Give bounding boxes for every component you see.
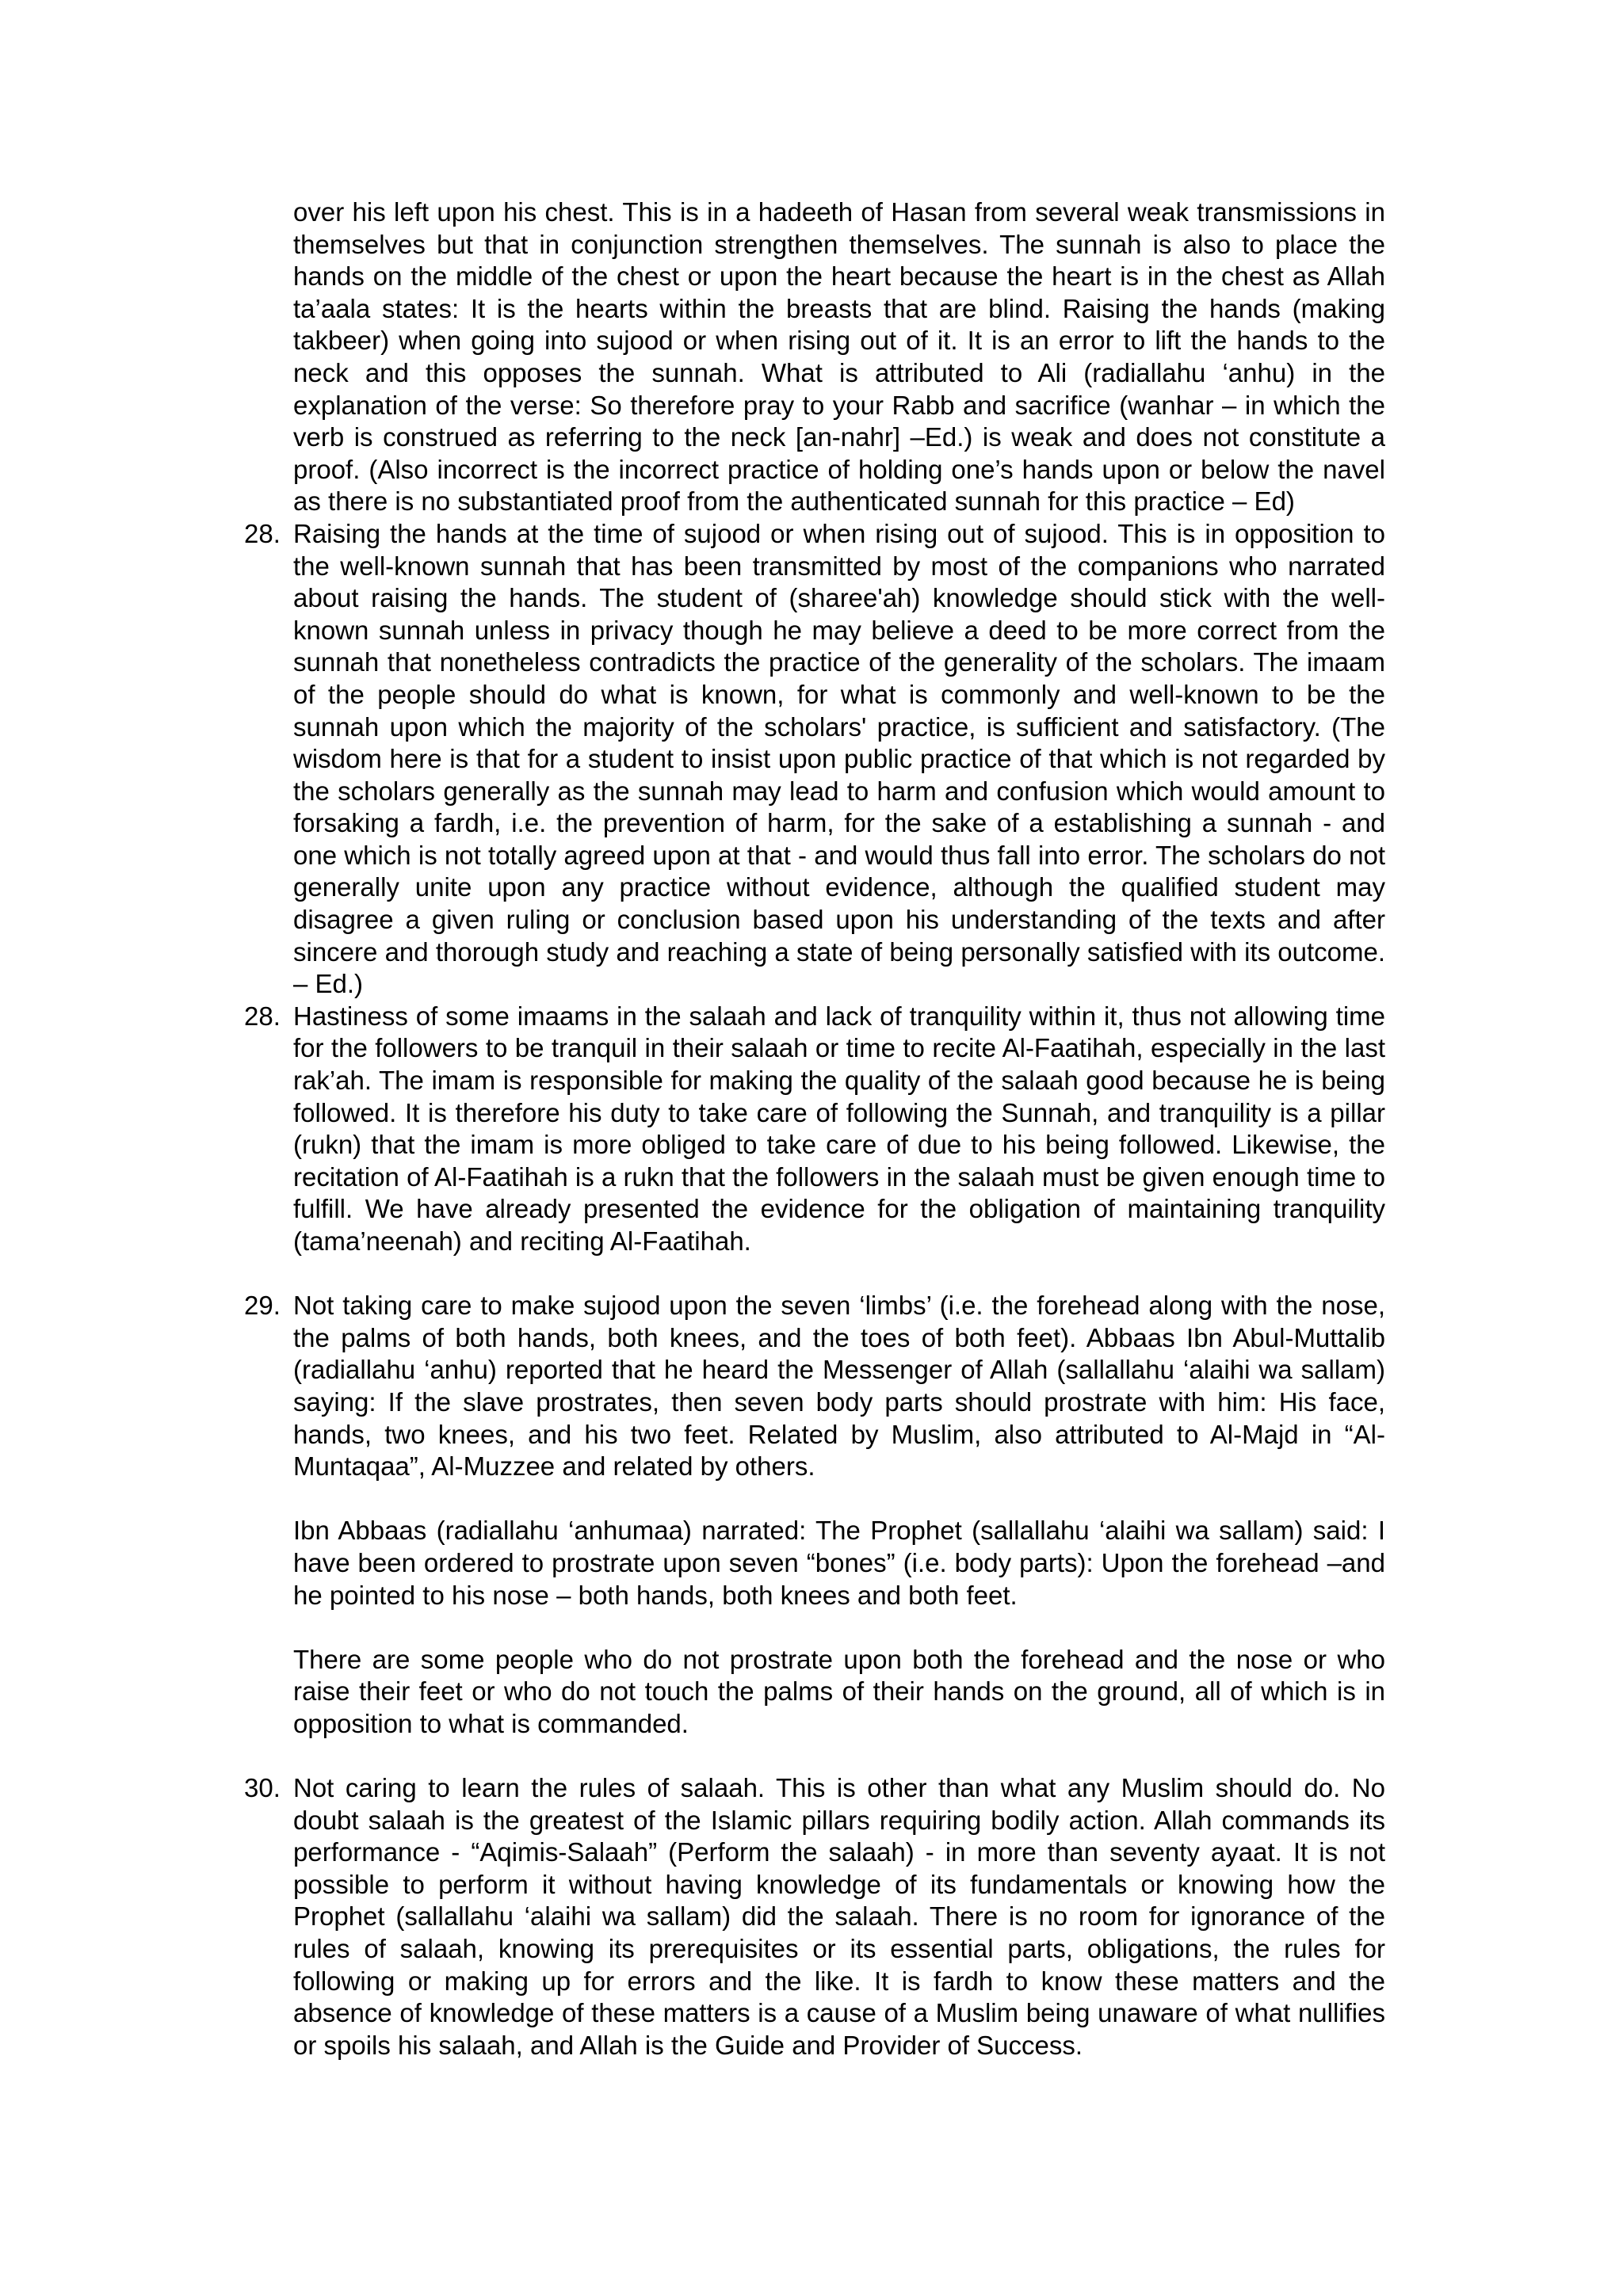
list-item-text: Raising the hands at the time of sujood or when rising out of sujood. This is in opposition to the well-known sunnah that has been transmitted by most of the companions who narrated about raising the hands. The student of (sharee'ah) knowledge should stick with the well-known sunnah unless in privacy though he may believe a deed to be more correct from the sunnah that nonetheless contradicts the practice of the generality of the scholars. The imaam of the people should do what is known, for what is commonly and well-known to be the sunnah upon which the majority of the scholars' practice, is sufficient and satisfactory. (The wisdom here is that for a student to insist upon public practice of that which is not regarded by the scholars generally as the sunnah may lead to harm and confusion which would amount to forsaking a fardh, i.e. the prevention of harm, for the sake of a establishing a sunnah - and one which is not totally agreed upon at that - and would thus fall into error. The scholars do not generally unite upon any practice without evidence, although the qualified student may disagree a given ruling or conclusion based upon his understanding of the texts and after sincere and thorough study and reaching a state of being personally satisfied with its outcome. – Ed.) [293,518,1385,999]
list-item-text: Not taking care to make sujood upon the seven ‘limbs’ (i.e. the forehead along with the nose, the palms of both hands, both knees, and the toes of both feet). Abbaas Ibn Abul-Muttalib (radiallahu ‘anhu) reported that he heard the Messenger of Allah (sallallahu ‘alaihi wa sallam) saying: If the slave prostrates, then seven body parts should prostrate with him: His face, hands, two knees, and his two feet. Related by Muslim, also attributed to Al-Majd in “Al-Muntaqaa”, Al-Muzzee and related by others. [293,1291,1385,1482]
intro-paragraph: over his left upon his chest. This is in a hadeeth of Hasan from several weak transmissions in themselves but that in conjunction strengthen themselves. The sunnah is also to place the hands on the middle of the chest or upon the heart because the heart is in the chest as Allah ta’aala states: It is the hearts within the breasts that are blind. Raising the hands (making takbeer) when going into sujood or when rising out of it. It is an error to lift the hands to the neck and this opposes the sunnah. What is attributed to Ali (radiallahu ‘anhu) in the explanation of the verse: So therefore pray to your Rabb and sacrifice (wanhar – in which the verb is construed as referring to the neck [an-nahr] –Ed.) is weak and does not constitute a proof. (Also incorrect is the incorrect practice of holding one’s hands upon or below the navel as there is no substantiated proof from the authenticated sunnah for this practice – Ed) [293,197,1385,517]
list-item-text: Ibn Abbaas (radiallahu ‘anhumaa) narrated: The Prophet (sallallahu ‘alaihi wa sallam) said: I have been ordered to prostrate upon seven “bones” (i.e. body parts): Upon the forehead –and he pointed to his nose – both hands, both knees and both feet. [293,1516,1385,1610]
list-item-text: Hastiness of some imaams in the salaah and lack of tranquility within it, thus not allowing time for the followers to be tranquil in their salaah or time to recite Al-Faatihah, especially in the last rak’ah. The imam is responsible for making the quality of the salaah good because he is being followed. It is therefore his duty to take care of following the Sunnah, and tranquility is a pillar (rukn) that the imam is more obliged to take care of due to his being followed. Likewise, the recitation of Al-Faatihah is a rukn that the followers in the salaah must be given enough time to fulfill. We have already presented the evidence for the obligation of maintaining tranquility (tama’neenah) and reciting Al-Faatihah. [293,1001,1385,1256]
list-number: 28. [244,1001,281,1031]
list-item-28-hastiness [244,1001,1385,1258]
spacer [293,1483,1385,1516]
spacer [293,1258,1385,1291]
list-number: 30. [244,1773,281,1803]
page-content [244,196,1385,2061]
spacer [293,1741,1385,1773]
list-item-28-raising-hands [244,518,1385,1001]
list-item-text: Not caring to learn the rules of salaah. This is other than what any Muslim should do. No doubt salaah is the greatest of the Islamic pillars requiring bodily action. Allah commands its performance - “Aqimis-Salaah” (Perform the salaah) - in more than seventy ayaat. It is not possible to perform it without having knowledge of its fundamentals or knowing how the Prophet (sallallahu ‘alaihi wa sallam) did the salaah. There is no room for ignorance of the rules of salaah, knowing its prerequisites or its essential parts, obligations, the rules for following or making up for errors and the like. It is fardh to know these matters and the absence of knowledge of these matters is a cause of a Muslim being unaware of what nullifies or spoils his salaah, and Allah is the Guide and Provider of Success. [293,1773,1385,2060]
list-item-text: There are some people who do not prostrate upon both the forehead and the nose or who raise their feet or who do not touch the palms of their hands on the ground, all of which is in opposition to what is commanded. [293,1644,1385,1738]
list-number: 28. [244,518,281,548]
list-item-29-seven-limbs [244,1290,1385,1740]
spacer [293,1611,1385,1644]
list-item-30-rules-of-salaah [244,1772,1385,2061]
list-number: 29. [244,1291,281,1321]
